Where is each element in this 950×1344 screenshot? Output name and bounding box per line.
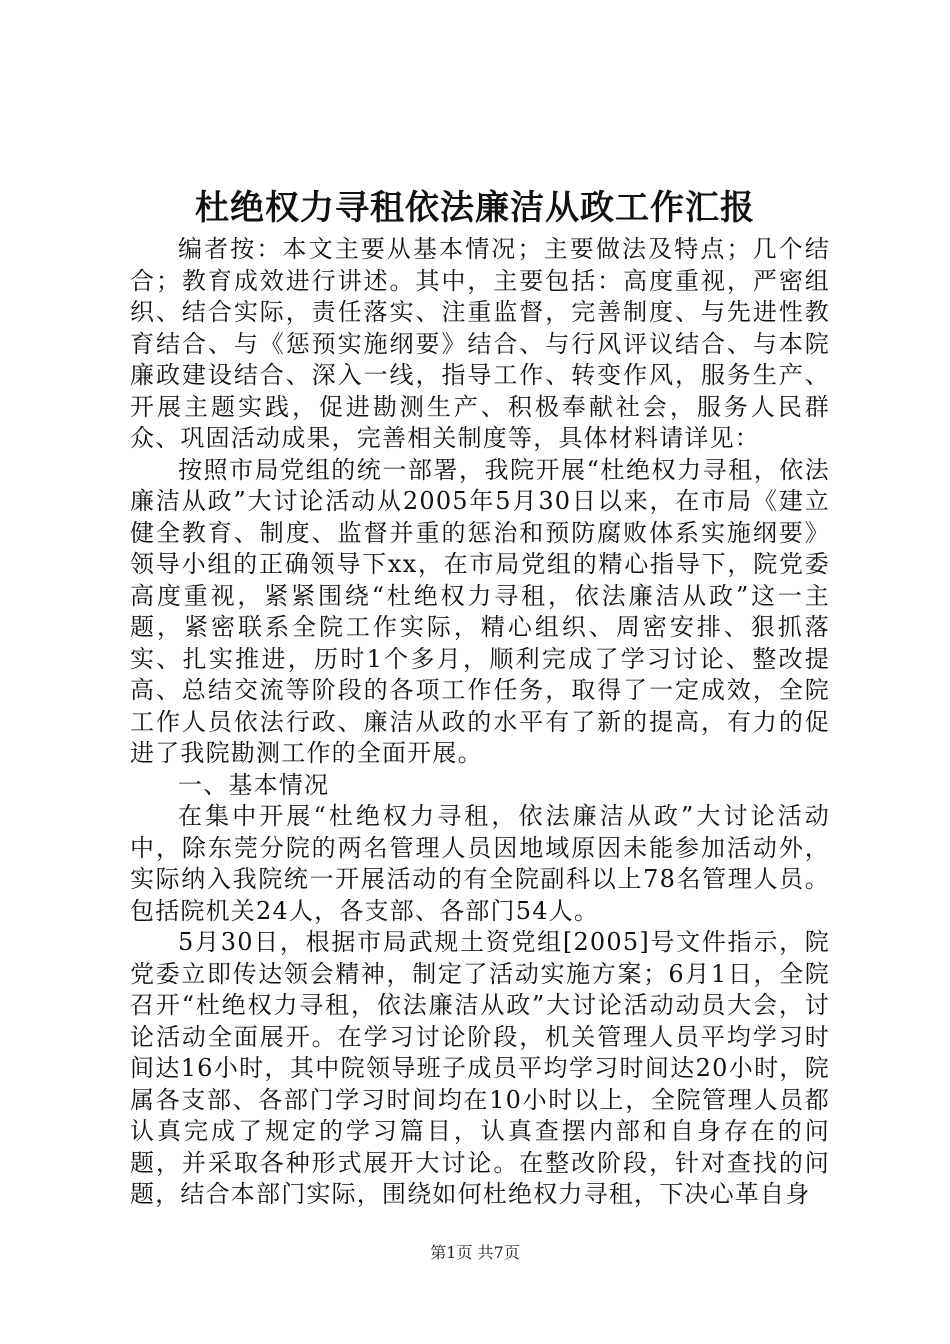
document-body	[130, 234, 830, 1211]
timeline-paragraph: 5月30日，根据市局武规土资党组[2005]号文件指示，院党委立即传达领会精神，制定了活动实施方案；6月1日，全院召开“杜绝权力寻租，依法廉洁从政”大讨论活动动员大会，讨论活动全面展开。在学习讨论阶段，机关管理人员平均学习时间达16小时，其中院领导班子成员平均学习时间达20小时，院属各支部、各部门学习时间均在10小时以上，全院管理人员都认真完成了规定的学习篇目，认真查摆内部和自身存在的问题，并采取各种形式展开大讨论。在整改阶段，针对查找的问题，结合本部门实际，围绕如何杜绝权力寻租，下决心革自身	[130, 928, 830, 1208]
page-number-footer: 第1页 共7页	[430, 1243, 520, 1262]
participants-paragraph: 在集中开展“杜绝权力寻租，依法廉洁从政”大讨论活动中，除东莞分院的两名管理人员因地域原因未能参加活动外，实际纳入我院统一开展活动的有全院副科以上78名管理人员。包括院机关24人，各支部、各部门54人。	[130, 802, 830, 925]
editor-note-paragraph: 编者按：本文主要从基本情况；主要做法及特点；几个结合；教育成效进行讲述。其中，主要包括：高度重视，严密组织、结合实际，责任落实、注重监督，完善制度、与先进性教育结合、与《惩预实施纲要》结合、与行风评议结合、与本院廉政建设结合、深入一线，指导工作、转变作风，服务生产、开展主题实践，促进勘测生产、积极奉献社会，服务人民群众、巩固活动成果，完善相关制度等，具体材料请详见：	[130, 235, 830, 452]
intro-paragraph: 按照市局党组的统一部署，我院开展“杜绝权力寻租，依法廉洁从政”大讨论活动从2005年5月30日以来，在市局《建立健全教育、制度、监督并重的惩治和预防腐败体系实施纲要》领导小组的正确领导下xx，在市局党组的精心指导下，院党委高度重视，紧紧围绕“杜绝权力寻租，依法廉洁从政”这一主题，紧密联系全院工作实际，精心组织、周密安排、狠抓落实、扎实推进，历时1个多月，顺利完成了学习讨论、整改提高、总结交流等阶段的各项工作任务，取得了一定成效，全院工作人员依法行政、廉洁从政的水平有了新的提高，有力的促进了我院勘测工作的全面开展。	[130, 455, 830, 767]
document-title: 杜绝权力寻租依法廉洁从政工作汇报	[195, 188, 755, 228]
section-heading-basic-situation: 一、基本情况	[178, 770, 330, 799]
